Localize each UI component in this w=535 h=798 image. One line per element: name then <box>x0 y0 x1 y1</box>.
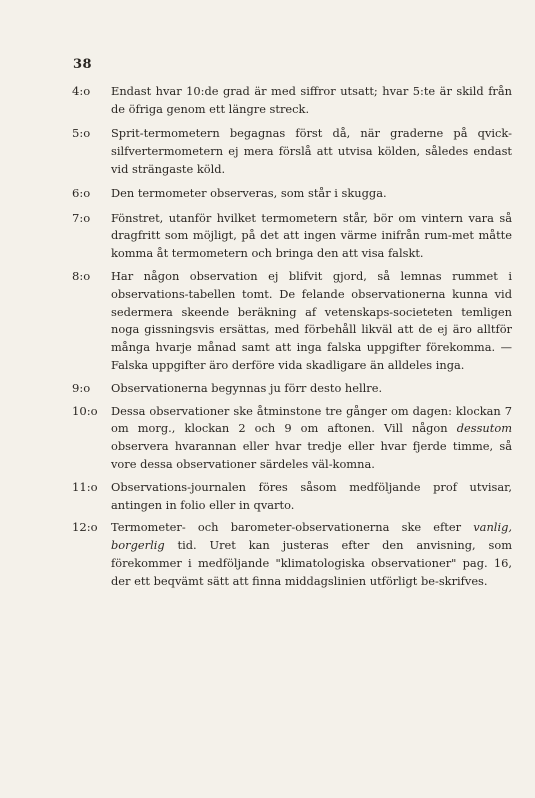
list-item <box>72 268 512 375</box>
item-text: Observations-journalen föres såsom medföljande prof utvisar, antingen in folio eller in qvarto. <box>111 479 512 512</box>
item-emphasis: dessutom <box>456 421 512 436</box>
item-emphasis: vanlig, borgerlig <box>111 520 512 553</box>
item-text <box>111 403 512 474</box>
list-item <box>72 83 512 119</box>
item-text: Den termometer observeras, som står i skugga. <box>111 186 387 201</box>
item-text-part: Dessa observationer ske åtminstone tre gånger om dagen: klockan 7 om morg., klockan 2 och 9 om aftonen. Vill någon <box>111 403 512 436</box>
item-text: Fönstret, utanför hvilket termometern står, bör om vintern vara så dragfritt som möjligt, på det att ingen värme inifrån rum-met måtte komma åt termometern och bringa den att visa falskt. <box>111 210 512 261</box>
item-number: 4:o <box>72 84 91 98</box>
item-number: 8:o <box>72 268 91 283</box>
list-item <box>72 479 512 515</box>
list-item <box>72 185 512 203</box>
item-text <box>111 519 512 590</box>
item-text-part: observera hvarannan eller hvar tredje eller hvar fjerde timme, så vore dessa observationer särdeles väl-komna. <box>111 439 512 471</box>
list-item <box>72 519 512 590</box>
item-number: 7:o <box>72 210 91 225</box>
page-number: 38 <box>73 57 93 72</box>
item-number: 9:o <box>72 380 91 395</box>
numbered-list <box>72 83 512 597</box>
item-text: Sprit-termometern begagnas först då, när graderne på qvick-silfvertermometern ej mera förslå att utvisa kölden, således endast vid strängaste köld. <box>111 126 512 176</box>
item-number: 5:o <box>72 126 91 141</box>
item-text: Har någon observation ej blifvit gjord, så lemnas rummet i observations-tabellen tomt. De felande observationerna kunna vid sedermera skeende beräkning af vetenskaps-societeten temligen noga gissningsvis ersättas, med förbehåll likväl att de ej äro alltför många hvarje månad samt att inga falska uppgifter förekomma. — Falska uppgifter äro derföre vida skadligare än alldeles inga. <box>111 268 512 372</box>
item-number: 10:o <box>72 403 98 418</box>
item-number: 11:o <box>72 479 98 494</box>
item-number: 12:o <box>72 520 98 535</box>
item-number: 6:o <box>72 186 91 201</box>
list-item <box>72 380 512 398</box>
list-item <box>72 125 512 178</box>
item-text: Endast hvar 10:de grad är med siffror utsatt; hvar 5:te är skild från de öfriga genom ett längre streck. <box>111 84 512 116</box>
list-item <box>72 210 512 263</box>
item-text: Observationerna begynnas ju förr desto hellre. <box>111 380 383 395</box>
item-text-part: tid. Uret kan justeras efter den anvisning, som förekommer i medföljande "klimatologiska observationer" pag. 16, der ett beqvämt sätt att finna middagslinien utförligt be-skrifves. <box>111 538 512 588</box>
item-text-part: Termometer- och barometer-observationerna ske efter <box>111 520 474 535</box>
list-item <box>72 403 512 474</box>
